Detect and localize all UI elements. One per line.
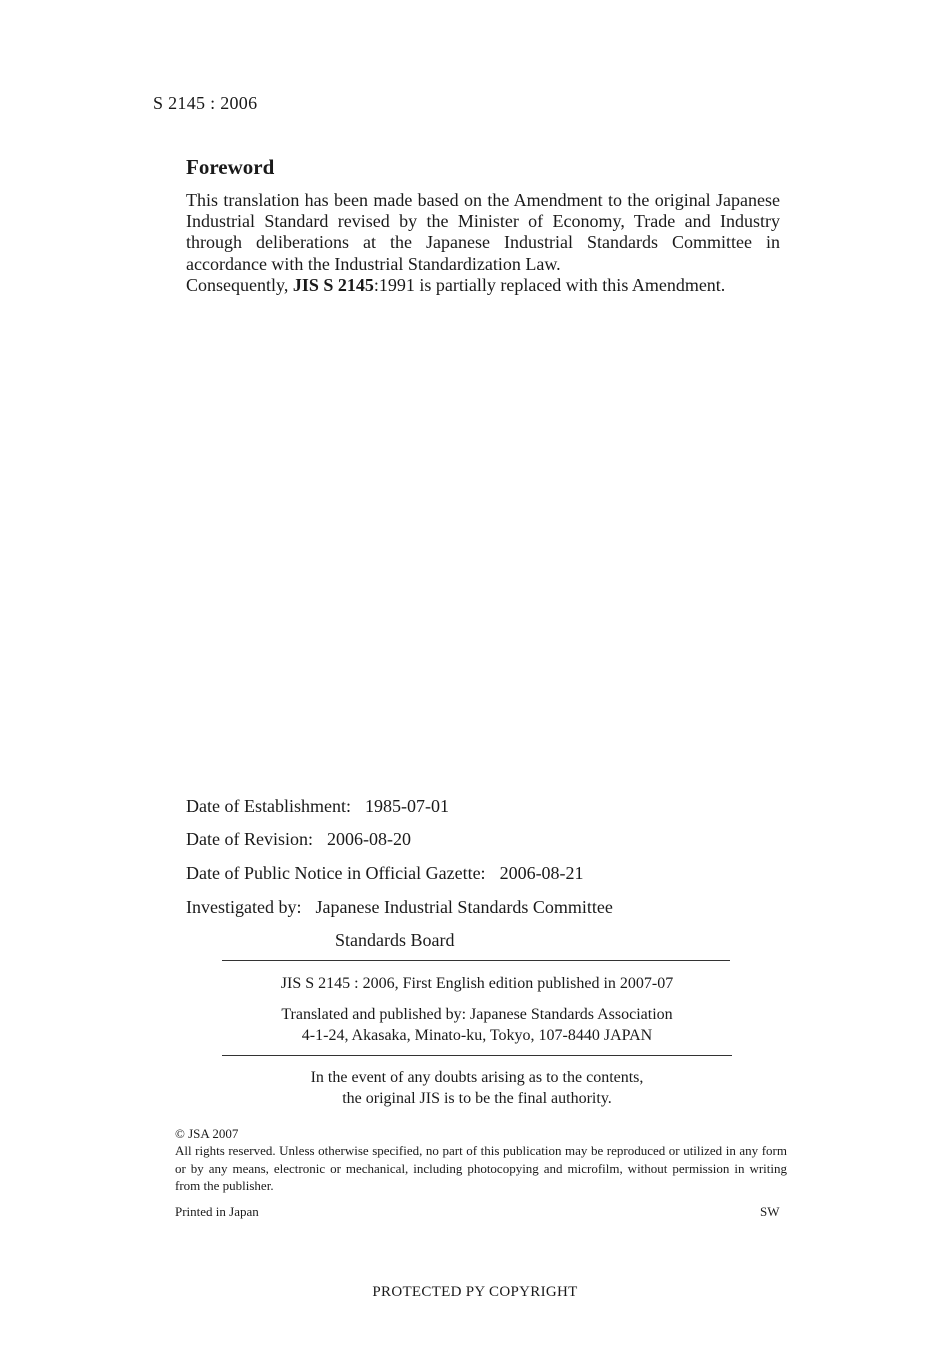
standard-reference: JIS S 2145 xyxy=(292,274,374,295)
establishment-value: 1985-07-01 xyxy=(364,796,449,816)
date-of-establishment xyxy=(186,796,449,817)
date-of-public-notice xyxy=(186,863,584,884)
printed-in: Printed in Japan xyxy=(175,1204,259,1219)
investigated-by xyxy=(186,897,613,918)
divider-top xyxy=(222,960,730,961)
document-number: S 2145 : 2006 xyxy=(153,93,258,113)
foreword-body xyxy=(186,190,780,296)
edition-line: JIS S 2145 : 2006, First English edition published in 2007-07 xyxy=(280,975,674,992)
copyright-protection-notice: PROTECTED PY COPYRIGHT xyxy=(372,1284,578,1300)
standards-board: Standards Board xyxy=(335,930,455,950)
investigated-value: Japanese Industrial Standards Committee xyxy=(315,897,613,917)
address-line: 4-1-24, Akasaka, Minato-ku, Tokyo, 107-8440 JAPAN xyxy=(301,1027,653,1044)
print-code: SW xyxy=(760,1204,780,1219)
foreword-title: Foreword xyxy=(186,155,275,179)
investigated-label: Investigated by: xyxy=(186,897,302,917)
revision-label: Date of Revision: xyxy=(186,829,313,849)
publisher-line: Translated and published by: Japanese Standards Association xyxy=(281,1006,673,1023)
foreword-paragraph-2 xyxy=(186,275,780,296)
foreword-paragraph-1: This translation has been made based on the Amendment to the original Japanese Industrial Standard revised by the Minister of Economy, Trade and Industry through deliberations at the Japanese Industrial Standards Committee in accordance with the Industrial Standardization Law. xyxy=(186,190,780,274)
standard-reference-year: :1991 xyxy=(373,274,415,295)
date-of-revision xyxy=(186,829,411,850)
divider-bottom xyxy=(222,1055,732,1056)
foreword-paragraph-2-prefix: Consequently, xyxy=(186,274,293,295)
revision-value: 2006-08-20 xyxy=(326,829,411,849)
authority-notice-line-2: the original JIS is to be the final authority. xyxy=(342,1090,612,1107)
copyright: © JSA 2007 xyxy=(175,1126,239,1141)
authority-notice-line-1: In the event of any doubts arising as to the contents, xyxy=(310,1069,644,1086)
notice-value: 2006-08-21 xyxy=(499,863,584,883)
notice-label: Date of Public Notice in Official Gazette: xyxy=(186,863,486,883)
foreword-paragraph-2-suffix: is partially replaced with this Amendment. xyxy=(414,274,726,295)
rights-statement: All rights reserved. Unless otherwise specified, no part of this publication may be reproduced or utilized in any form or by any means, electronic or mechanical, including photocopying and microfilm, without permission in writing from the publisher. xyxy=(175,1143,787,1193)
establishment-label: Date of Establishment: xyxy=(186,796,351,816)
